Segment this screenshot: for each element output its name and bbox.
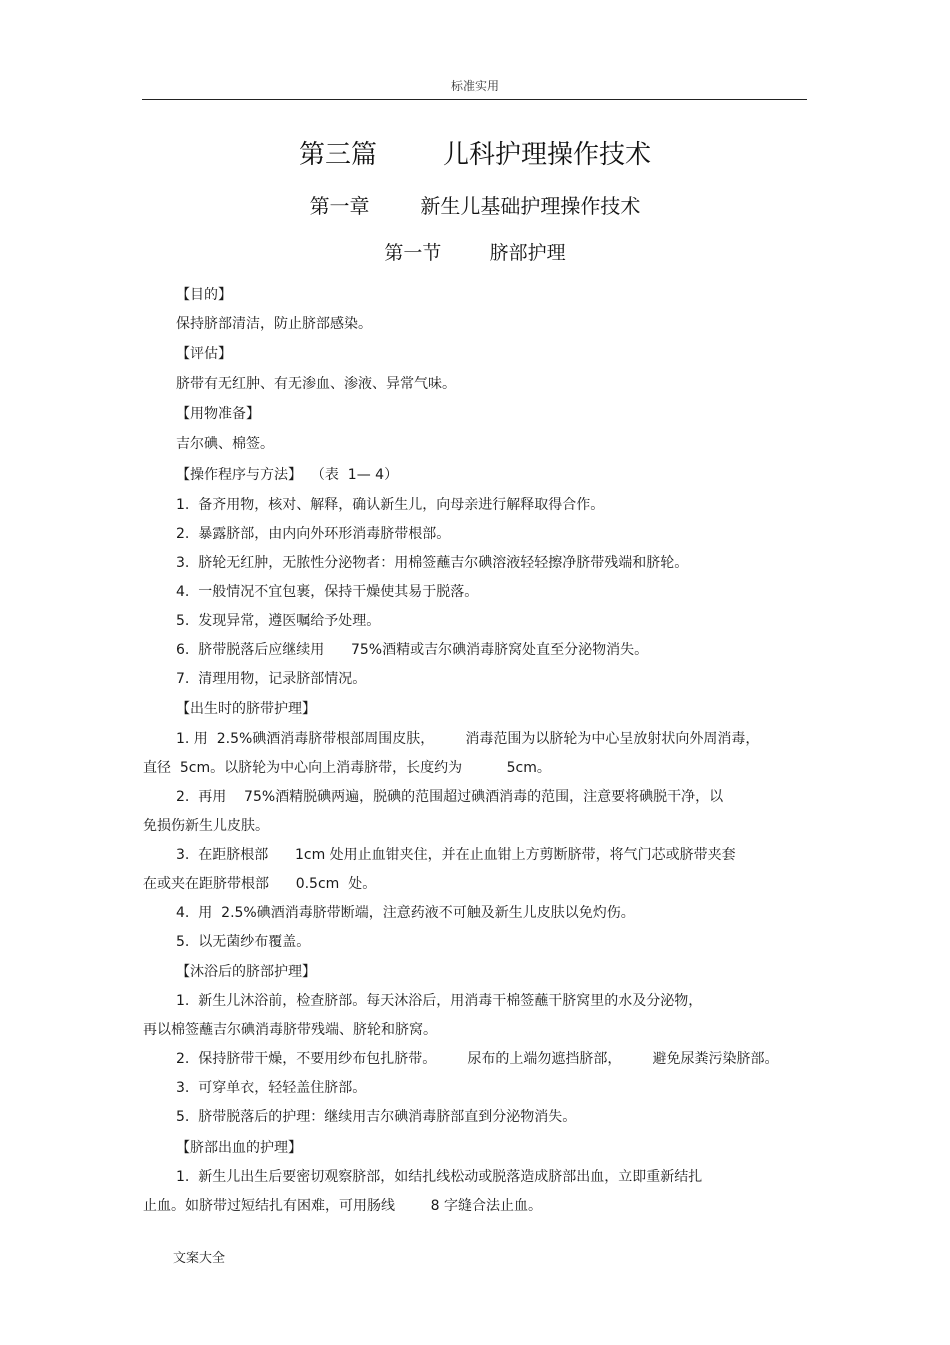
paragraph-line: 保持脐部清洁，防止脐部感染。 bbox=[176, 316, 372, 332]
list-item: 3. 脐轮无红肿，无脓性分泌物者：用棉签蘸吉尔碘溶液轻轻擦净脐带残端和脐轮。 bbox=[176, 555, 689, 571]
heading-procedure: 【操作程序与方法】 （表 1— 4） bbox=[176, 467, 399, 483]
list-item: 2. 暴露脐部，由内向外环形消毒脐带根部。 bbox=[176, 526, 451, 542]
heading-supplies: 【用物准备】 bbox=[176, 406, 260, 422]
list-item: 3. 可穿单衣，轻轻盖住脐部。 bbox=[176, 1080, 367, 1096]
list-item-continued: 在或夹在距脐带根部 0.5cm 处。 bbox=[143, 876, 377, 892]
chapter-title: 第一章 新生儿基础护理操作技术 bbox=[309, 194, 641, 218]
page-footer: 文案大全 bbox=[173, 1251, 226, 1266]
list-item: 1. 新生儿沐浴前，检查脐部。每天沐浴后，用消毒干棉签蘸干脐窝里的水及分泌物， bbox=[176, 993, 703, 1009]
list-item: 1. 用 2.5%碘酒消毒脐带根部周围皮肤， 消毒范围为以脐轮为中心呈放射状向外周消毒， bbox=[176, 731, 760, 747]
heading-purpose: 【目的】 bbox=[176, 287, 232, 303]
heading-bleeding-care: 【脐部出血的护理】 bbox=[176, 1140, 302, 1156]
list-item: 1. 备齐用物，核对、解释，确认新生儿，向母亲进行解释取得合作。 bbox=[176, 497, 605, 513]
list-item: 5. 发现异常，遵医嘱给予处理。 bbox=[176, 613, 381, 629]
list-item-continued: 直径 5cm。以脐轮为中心向上消毒脐带，长度约为 5cm。 bbox=[143, 760, 551, 776]
list-item: 7. 清理用物，记录脐部情况。 bbox=[176, 671, 367, 687]
header-divider bbox=[142, 99, 807, 100]
list-item-continued: 免损伤新生儿皮肤。 bbox=[143, 818, 269, 834]
heading-bath-care: 【沐浴后的脐部护理】 bbox=[176, 964, 316, 980]
part-title: 第三篇 儿科护理操作技术 bbox=[298, 140, 652, 170]
list-item: 1. 新生儿出生后要密切观察脐部，如结扎线松动或脱落造成脐部出血，立即重新结扎 bbox=[176, 1169, 703, 1185]
heading-birth-care: 【出生时的脐带护理】 bbox=[176, 701, 316, 717]
list-item: 4. 用 2.5%碘酒消毒脐带断端，注意药液不可触及新生儿皮肤以免灼伤。 bbox=[176, 905, 635, 921]
paragraph-line: 吉尔碘、棉签。 bbox=[176, 436, 274, 452]
list-item: 2. 再用 75%酒精脱碘两遍，脱碘的范围超过碘酒消毒的范围，注意要将碘脱干净，以 bbox=[176, 789, 724, 805]
list-item: 5. 以无菌纱布覆盖。 bbox=[176, 934, 311, 950]
list-item: 6. 脐带脱落后应继续用 75%酒精或吉尔碘消毒脐窝处直至分泌物消失。 bbox=[176, 642, 649, 658]
list-item: 4. 一般情况不宜包裹，保持干燥使其易于脱落。 bbox=[176, 584, 479, 600]
list-item: 2. 保持脐带干燥，不要用纱布包扎脐带。 尿布的上端勿遮挡脐部， 避免尿粪污染脐部。 bbox=[176, 1051, 779, 1067]
list-item-continued: 再以棉签蘸吉尔碘消毒脐带残端、脐轮和脐窝。 bbox=[143, 1022, 437, 1038]
section-title: 第一节 脐部护理 bbox=[384, 242, 566, 264]
list-item: 3. 在距脐根部 1cm 处用止血钳夹住，并在止血钳上方剪断脐带，将气门芯或脐带夹套 bbox=[176, 847, 736, 863]
header-text: 标准实用 bbox=[450, 79, 499, 93]
paragraph-line: 脐带有无红肿、有无渗血、渗液、异常气味。 bbox=[176, 376, 456, 392]
list-item-continued: 止血。如脐带过短结扎有困难，可用肠线 8 字缝合法止血。 bbox=[143, 1198, 542, 1214]
heading-assessment: 【评估】 bbox=[176, 346, 232, 362]
list-item: 5. 脐带脱落后的护理：继续用吉尔碘消毒脐部直到分泌物消失。 bbox=[176, 1109, 577, 1125]
